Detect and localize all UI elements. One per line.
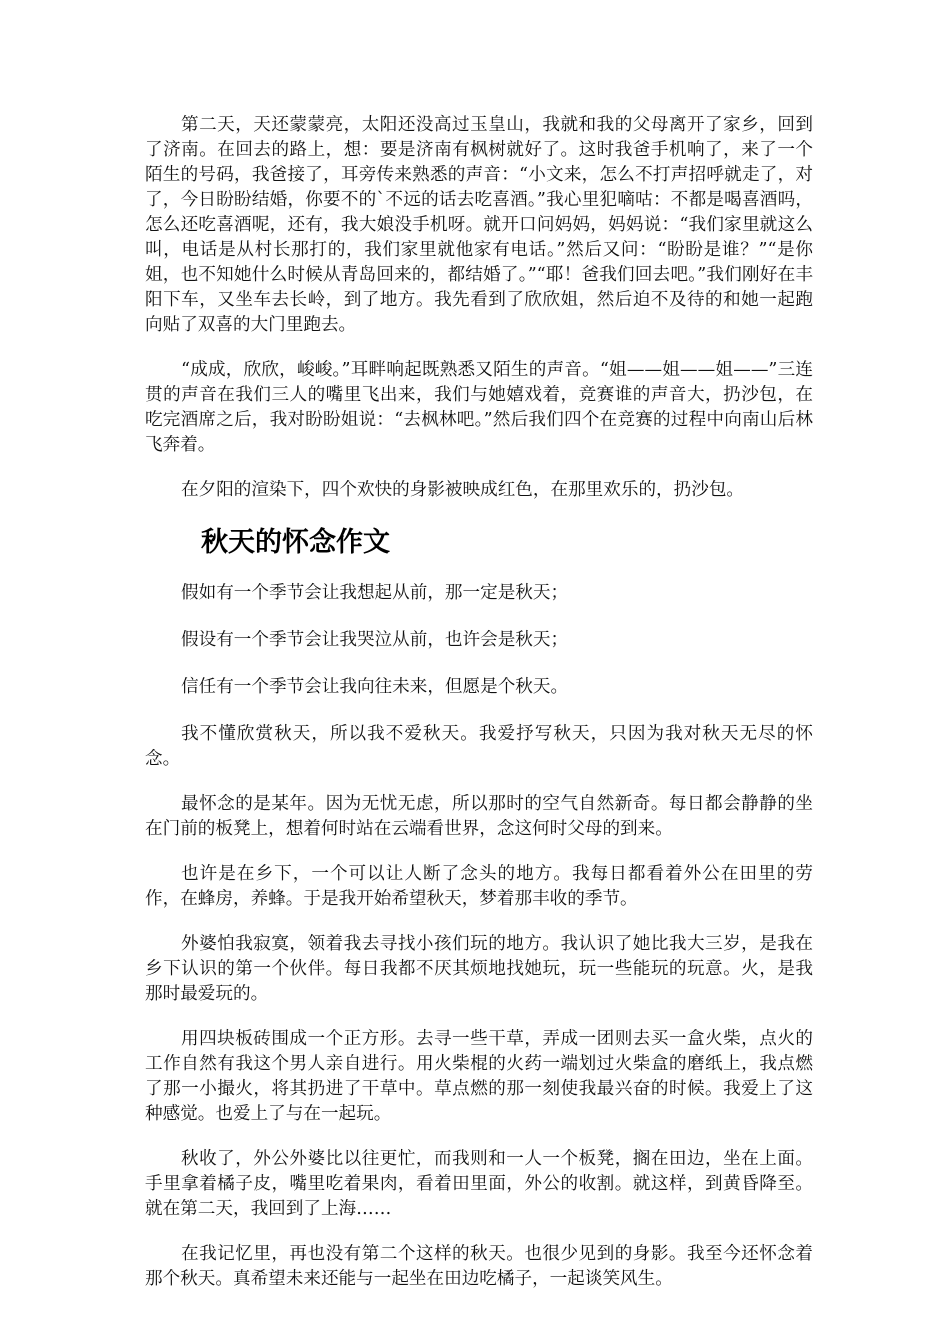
paragraph-love-autumn: 我不懂欣赏秋天，所以我不爱秋天。我爱抒写秋天，只因为我对秋天无尽的怀念。	[145, 724, 813, 769]
paragraph-remember-past: 假如有一个季节会让我想起从前，那一定是秋天；	[181, 583, 569, 603]
paragraph-miss-year: 最怀念的是某年。因为无忧无虑，所以那时的空气自然新奇。每日都会静静的坐在门前的板凳上，想着何时站在云端看世界，念这何时父母的到来。	[145, 794, 813, 839]
paragraph-cry-past: 假设有一个季节会让我哭泣从前，也许会是秋天；	[181, 630, 569, 650]
paragraph-siblings-reunion: “成成，欣欣，峻峻。”耳畔响起既熟悉又陌生的声音。“姐——姐——姐——”三连贯的声音在我们三人的嘴里飞出来，我们与她嬉戏着，竞赛谁的声音大，扔沙包，在吃完酒席之后，我对盼盼姐说：“去枫林吧。”然后我们四个在竞赛的过程中向南山后林飞奔着。	[145, 360, 813, 455]
paragraph-first-friend: 外婆怕我寂寞，领着我去寻找小孩们玩的地方。我认识了她比我大三岁，是我在乡下认识的第一个伙伴。每日我都不厌其烦地找她玩，玩一些能玩的玩意。火，是我那时最爱玩的。	[145, 934, 813, 1004]
paragraph-return-to-jinan: 第二天，天还蒙蒙亮，太阳还没高过玉皇山，我就和我的父母离开了家乡，回到了济南。在回去的路上，想：要是济南有枫树就好了。这时我爸手机响了，来了一个陌生的号码，我爸接了，耳旁传来熟悉的声音：“小文来，怎么不打声招呼就走了，对了，今日盼盼结婚，你要不的`不远的话去吃喜酒。”我心里犯嘀咕：不都是喝喜酒吗，怎么还吃喜酒呢，还有，我大娘没手机呀。就开口问妈妈，妈妈说：“我们家里就这么叫，电话是从村长那打的，我们家里就他家有电话。”然后又问：“盼盼是谁？”“是你姐，也不知她什么时候从青岛回来的，都结婚了。”“耶！爸我们回去吧。”我们刚好在丰阳下车，又坐车去长岭，到了地方。我先看到了欣欣姐，然后迫不及待的和她一起跑向贴了双喜的大门里跑去。	[145, 115, 813, 335]
paragraph-memory: 在我记忆里，再也没有第二个这样的秋天。也很少见到的身影。我至今还怀念着那个秋天。真希望未来还能与一起坐在田边吃橘子，一起谈笑风生。	[145, 1244, 813, 1289]
paragraph-making-fire: 用四块板砖围成一个正方形。去寻一些干草，弄成一团则去买一盒火柴，点火的工作自然有我这个男人亲自进行。用火柴棍的火药一端划过火柴盒的磨纸上，我点燃了那一小撮火，将其扔进了干草中。草点燃的那一刻使我最兴奋的时候。我爱上了这种感觉。也爱上了与在一起玩。	[145, 1029, 813, 1124]
paragraph-countryside: 也许是在乡下，一个可以让人断了念头的地方。我每日都看着外公在田里的劳作，在蜂房，养蜂。于是我开始希望秋天，梦着那丰收的季节。	[145, 864, 813, 909]
paragraph-sunset: 在夕阳的渲染下，四个欢快的身影被映成红色，在那里欢乐的，扔沙包。	[181, 480, 745, 500]
paragraph-harvest: 秋收了，外公外婆比以往更忙，而我则和一人一个板凳，搁在田边，坐在上面。手里拿着橘子皮，嘴里吃着果肉，看着田里面，外公的收割。就这样，到黄昏降至。就在第二天，我回到了上海……	[145, 1149, 813, 1219]
essay-title: 秋天的怀念作文	[201, 527, 390, 558]
document-page	[145, 113, 813, 1312]
paragraph-future: 信任有一个季节会让我向往未来，但愿是个秋天。	[181, 677, 569, 697]
